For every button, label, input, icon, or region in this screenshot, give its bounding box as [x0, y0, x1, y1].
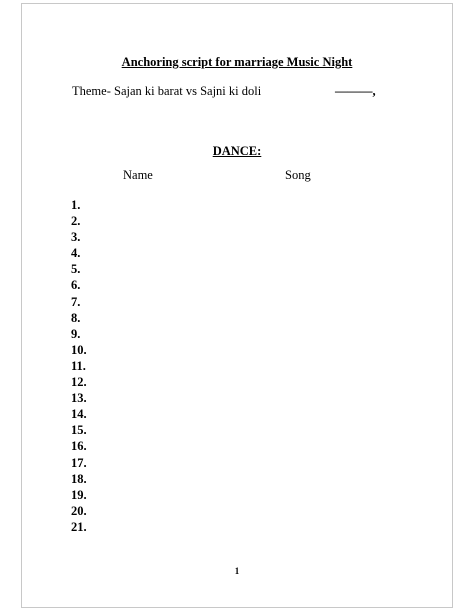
- list-item: 5.: [71, 262, 81, 277]
- list-item: 2.: [71, 214, 81, 229]
- section-heading-dance: DANCE:: [212, 144, 262, 158]
- column-header-song: Song: [285, 168, 311, 182]
- list-item: 18.: [71, 471, 87, 486]
- list-item: 9.: [71, 326, 81, 341]
- list-item: 6.: [71, 278, 81, 293]
- list-item: 19.: [71, 487, 87, 502]
- document-title: Anchoring script for marriage Music Night: [121, 55, 353, 69]
- page-number: 1: [234, 566, 240, 576]
- list-item: 10.: [71, 342, 87, 357]
- list-item: 1.: [71, 198, 81, 212]
- list-item: 21.: [71, 519, 87, 534]
- list-item: 17.: [71, 455, 87, 470]
- list-item: 20.: [71, 503, 87, 518]
- list-item: 12.: [71, 375, 87, 390]
- list-item: 8.: [71, 310, 81, 325]
- list-item: 11.: [71, 358, 86, 373]
- list-item: 4.: [71, 246, 81, 261]
- list-item: 13.: [71, 391, 87, 406]
- list-item: 3.: [71, 230, 81, 245]
- list-item: 15.: [71, 423, 87, 438]
- theme-line: Theme- Sajan ki barat vs Sajni ki doli: [72, 84, 262, 98]
- column-header-name: Name: [123, 168, 153, 182]
- list-item: 14.: [71, 407, 87, 422]
- numbered-entry-list: [71, 197, 87, 535]
- list-item: 7.: [71, 294, 81, 309]
- theme-trailer-dashes: ———,: [335, 84, 376, 98]
- list-item: 16.: [71, 439, 87, 454]
